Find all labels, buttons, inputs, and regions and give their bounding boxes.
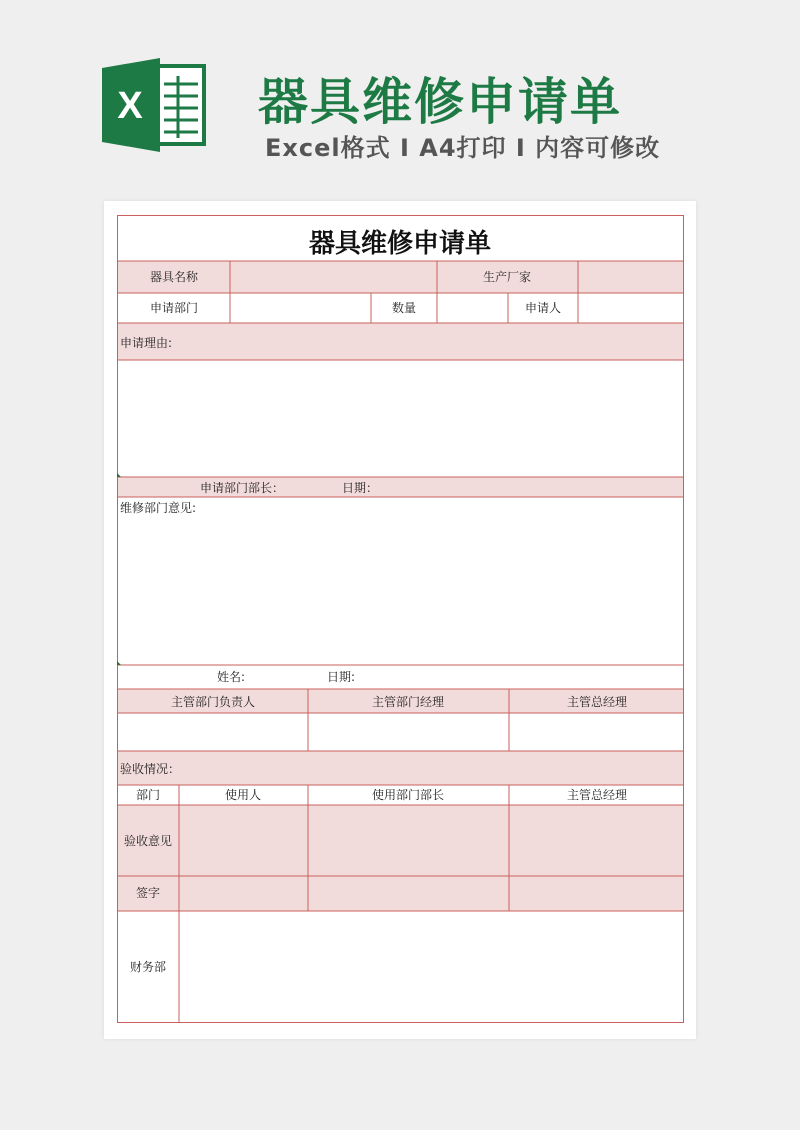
applying-dept-label: 申请部门	[149, 301, 199, 315]
approval-field-3[interactable]	[510, 714, 683, 751]
applying-dept-field[interactable]	[231, 294, 371, 323]
sign-dept-head-field[interactable]	[309, 877, 509, 911]
page-subtitle: Excel格式 I A4打印 I 内容可修改	[265, 134, 661, 162]
approval-header-1: 主管部门负责人	[170, 695, 256, 709]
acceptance-col-dept-head: 使用部门部长	[371, 788, 445, 802]
approval-field-1[interactable]	[118, 714, 308, 751]
quantity-field[interactable]	[438, 294, 508, 323]
dept-head-label: 申请部门部长：	[200, 481, 285, 495]
acceptance-label: 验收情况：	[120, 762, 181, 776]
page-header	[0, 0, 800, 200]
acceptance-col-gm: 主管总经理	[566, 788, 628, 802]
equipment-name-field[interactable]	[231, 262, 437, 293]
manufacturer-field[interactable]	[579, 262, 684, 293]
form-title: 器具维修申请单	[308, 229, 492, 259]
page-title: 器具维修申请单	[258, 73, 622, 131]
name-label: 姓名:	[217, 670, 246, 684]
finance-label: 财务部	[129, 960, 167, 974]
reason-field[interactable]	[118, 361, 683, 477]
repair-opinion-field[interactable]	[118, 515, 683, 665]
date-label-2: 日期:	[327, 670, 356, 684]
excel-icon	[102, 58, 210, 152]
reason-label: 申请理由:	[120, 336, 173, 350]
acceptance-col-dept: 部门	[135, 788, 161, 802]
repair-request-form	[117, 215, 684, 1023]
manufacturer-label: 生产厂家	[482, 270, 532, 284]
applicant-label: 申请人	[524, 301, 562, 315]
acceptance-user-opinion[interactable]	[180, 806, 308, 876]
approval-header-2: 主管部门经理	[371, 695, 445, 709]
acceptance-gm-opinion[interactable]	[510, 806, 683, 876]
repair-opinion-label: 维修部门意见:	[120, 501, 197, 515]
acceptance-col-user: 使用人	[224, 788, 262, 802]
sign-user-field[interactable]	[180, 877, 308, 911]
finance-field[interactable]	[180, 912, 683, 1022]
acceptance-opinion-label: 验收意见	[123, 834, 173, 848]
equipment-name-label: 器具名称	[149, 270, 199, 284]
excel-logo-letter: X	[117, 85, 143, 127]
acceptance-dept-head-opinion[interactable]	[309, 806, 509, 876]
date-label-1: 日期：	[342, 481, 379, 495]
sign-label: 签字	[135, 886, 161, 900]
approval-header-3: 主管总经理	[566, 695, 628, 709]
sign-gm-field[interactable]	[510, 877, 683, 911]
quantity-label: 数量	[391, 301, 417, 315]
approval-field-2[interactable]	[309, 714, 509, 751]
applicant-field[interactable]	[579, 294, 684, 323]
